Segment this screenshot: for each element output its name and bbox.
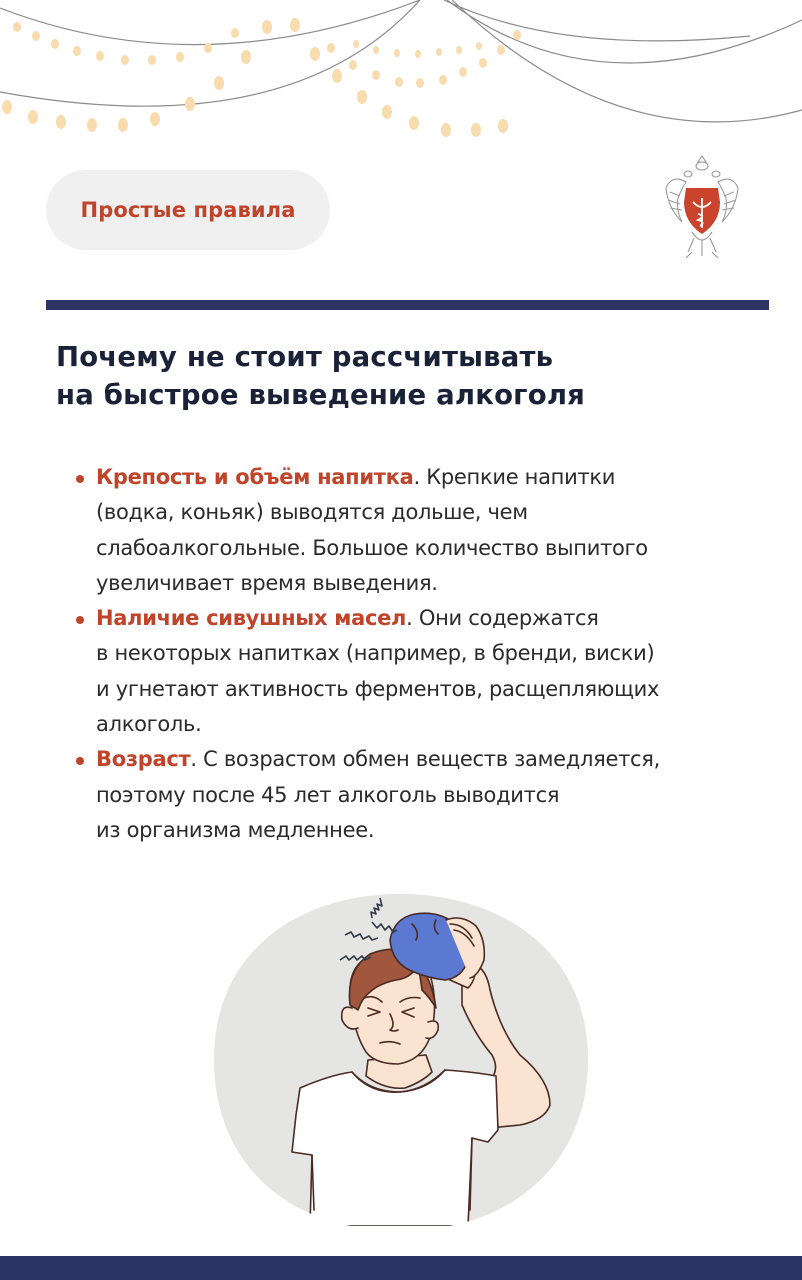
list-item-highlight: Возраст xyxy=(96,747,191,772)
category-tag-label: Простые правила xyxy=(80,198,296,222)
list-item-text: увеличивает время выведения. xyxy=(96,570,438,595)
bullet-dot-icon xyxy=(76,475,84,483)
list-item-text: . Они содержатся xyxy=(406,606,599,631)
bullet-dot-icon xyxy=(76,757,84,765)
list-item-strength xyxy=(74,460,774,601)
footer-bar xyxy=(0,1256,802,1280)
list-item-fusel-oils xyxy=(74,601,774,742)
title-line-2: на быстрое выведение алкоголя xyxy=(56,379,586,411)
list-item-text: слабоалкогольные. Большое количество выпитого xyxy=(96,535,648,560)
ministry-emblem-icon xyxy=(662,152,742,264)
bullet-dot-icon xyxy=(76,616,84,624)
list-item-text: алкоголь. xyxy=(96,712,202,737)
section-divider xyxy=(46,300,769,310)
list-item-text: . Крепкие напитки xyxy=(413,465,616,489)
list-item-highlight: Крепость и объём напитка xyxy=(96,465,414,489)
string-lights-decoration xyxy=(0,0,802,150)
page-title xyxy=(56,338,756,414)
list-item-text: (водка, коньяк) выводятся дольше, чем xyxy=(96,500,528,525)
list-item-text: в некоторых напитках (например, в бренди, виски) xyxy=(96,641,655,666)
list-item-text: поэтому после 45 лет алкоголь выводится xyxy=(96,782,560,807)
list-item-highlight: Наличие сивушных масел xyxy=(96,606,407,631)
reasons-list xyxy=(74,460,774,848)
list-item-text: . С возрастом обмен веществ замедляется, xyxy=(190,747,660,772)
list-item-text: и угнетают активность ферментов, расщепляющих xyxy=(96,676,660,701)
title-line-1: Почему не стоит рассчитывать xyxy=(56,341,554,373)
list-item-age xyxy=(74,742,774,848)
category-tag xyxy=(46,170,330,250)
headache-illustration xyxy=(200,880,600,1240)
list-item-text: из организма медленнее. xyxy=(96,817,375,842)
